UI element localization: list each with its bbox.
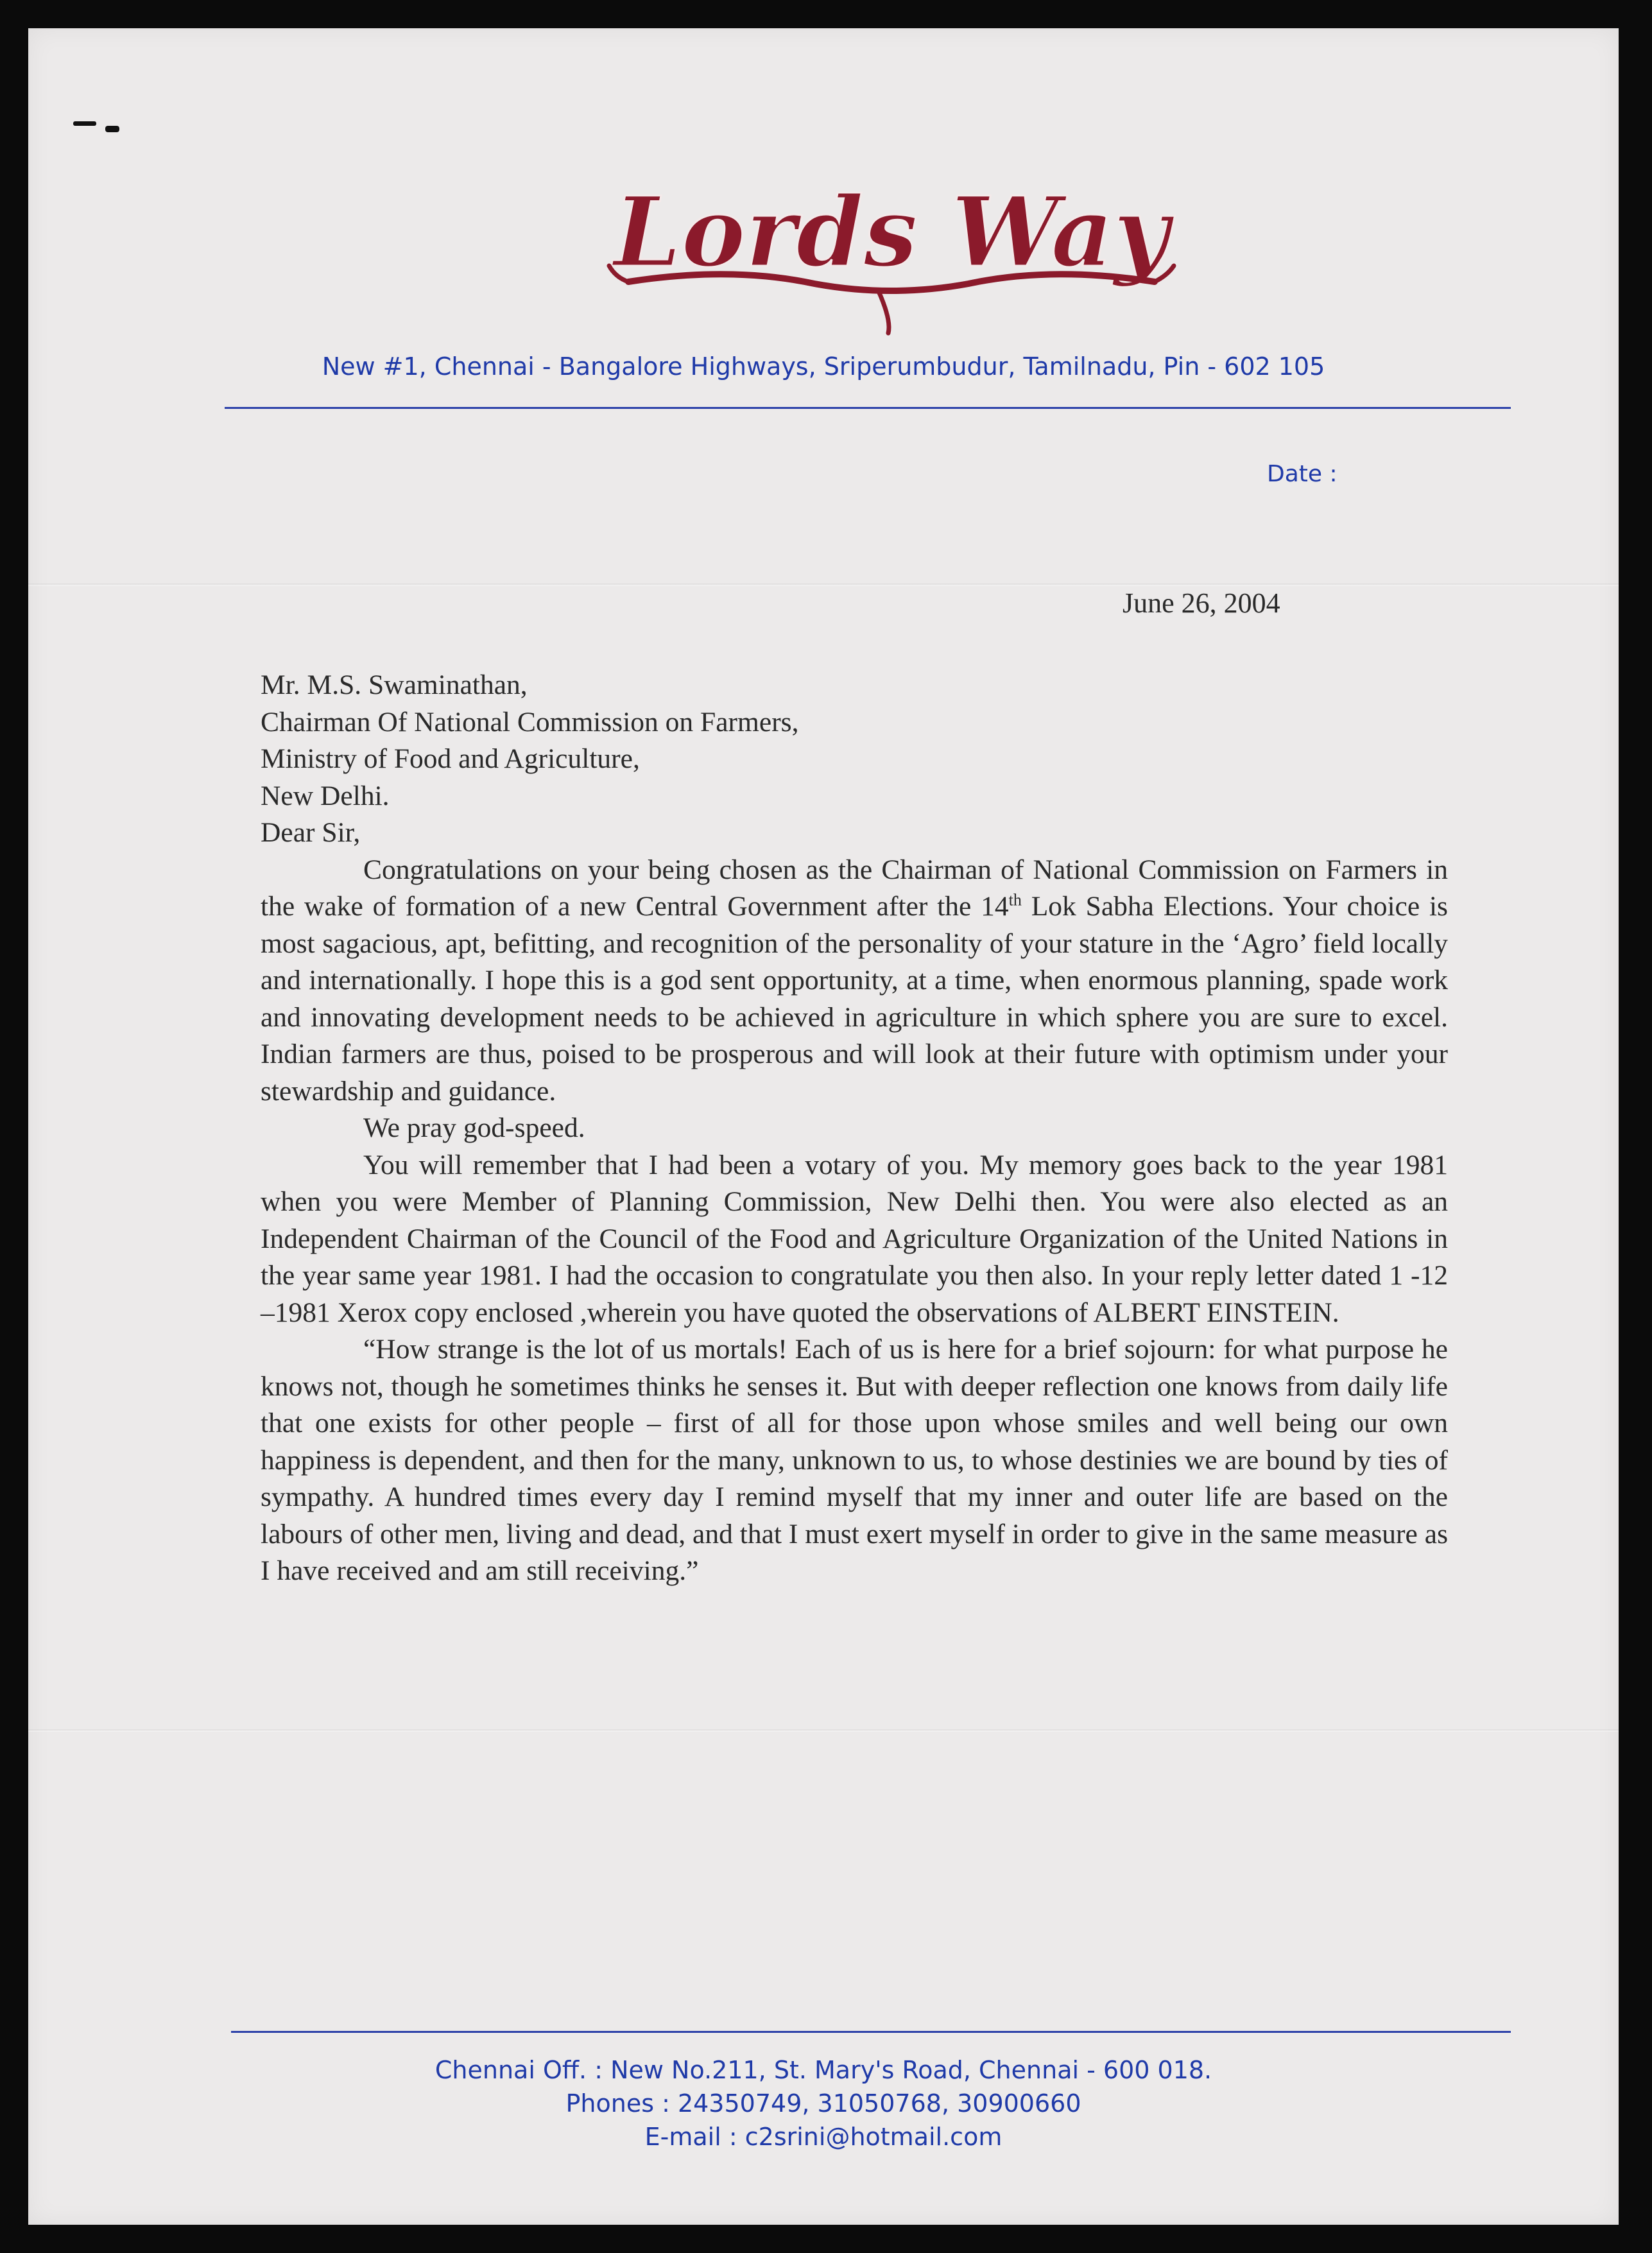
brand-wordmark: Lords Way <box>614 176 1169 289</box>
paragraph-remembrance: You will remember that I had been a votary of you. My memory goes back to the year 1981 when you were Member of Planning Commission, New Delhi then. You were also elected as an Independent Chairman of the Council of the Food and Agriculture Organization of the United Nations in the year same year 1981. I had the occasion to congratulate you then also. In your reply letter dated 1 -12 –1981 Xerox copy enclosed ,wherein you have quoted the observations of ALBERT EINSTEIN. <box>261 1149 1448 1328</box>
ink-mark <box>105 126 119 132</box>
letter-page <box>28 28 1619 2225</box>
recipient-city: New Delhi. <box>261 780 390 811</box>
footer-phones: Phones : 24350749, 31050768, 30900660 <box>565 2089 1081 2118</box>
paragraph-text: Lok Sabha Elections. Your choice is most sagacious, apt, befitting, and recognition of the personality of your stature in the ‘Agro’ field locally and internationally. I hope this is a god sent opportunity, at a time, when enormous planning, spade work and innovating development needs to be achieved in agriculture in which sphere you are sure to excel. Indian farmers are thus, poised to be prosperous and will look at their future with optimism under your stewardship and guidance. <box>261 891 1448 1107</box>
letterhead-footer <box>28 2053 1619 2154</box>
letterhead-address: New #1, Chennai - Bangalore Highways, Sriperumbudur, Tamilnadu, Pin - 602 105 <box>322 352 1325 381</box>
fold-line <box>28 583 1619 586</box>
footer-office: Chennai Off. : New No.211, St. Mary's Road, Chennai - 600 018. <box>435 2056 1212 2084</box>
paragraph-prayer: We pray god-speed. <box>363 1112 585 1143</box>
lords-way-logo <box>603 169 1180 336</box>
footer-email: E-mail : c2srini@hotmail.com <box>644 2123 1002 2151</box>
recipient-title: Chairman Of National Commission on Farmers, <box>261 706 799 738</box>
ink-mark <box>73 121 96 126</box>
paragraph-einstein-quote: “How strange is the lot of us mortals! Each of us is here for a brief sojourn: for what purpose he knows not, though he sometimes thinks he senses it. But with deeper reflection one knows from daily life that one exists for other people – first of all for those upon whose smiles and well being our own happiness is dependent, and then for the many, unknown to us, to whose destinies we are bound by ties of sympathy. A hundred times every day I remind myself that my inner and outer life are based on the labours of other men, living and dead, and that I must exert myself in order to give in the same measure as I have received and am still receiving.” <box>261 1334 1448 1586</box>
date-label: Date : <box>1267 461 1338 487</box>
salutation: Dear Sir, <box>261 817 361 848</box>
letter-body <box>261 667 1448 1590</box>
recipient-organization: Ministry of Food and Agriculture, <box>261 743 640 774</box>
letter-date: June 26, 2004 <box>1123 587 1280 619</box>
fold-line <box>28 1729 1619 1732</box>
paragraph-text: Congratulations on your being chosen as the Chairman of National Commission on Farmers in the wake of formation of a new Central Government after the 14 <box>261 854 1448 922</box>
paragraph-congratulations <box>261 852 1448 1110</box>
superscript: th <box>1008 890 1022 910</box>
footer-rule <box>231 2031 1511 2033</box>
recipient-name: Mr. M.S. Swaminathan, <box>261 669 528 700</box>
header-rule <box>225 407 1511 409</box>
